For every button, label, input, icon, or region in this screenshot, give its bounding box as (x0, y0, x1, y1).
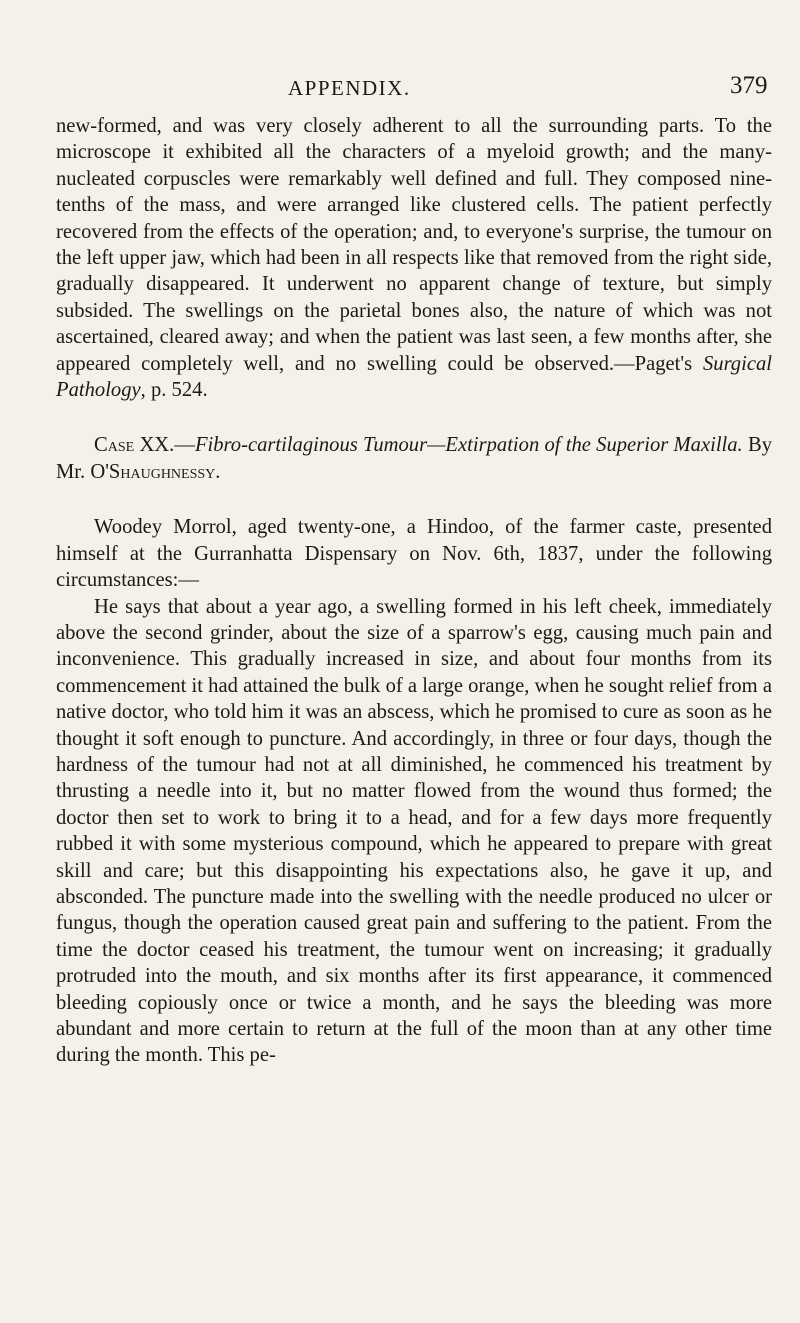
page-header (0, 72, 800, 106)
case-title: Fibro-cartilaginous Tumour—Extirpation of the Superior Maxilla. (194, 434, 743, 457)
case-heading (56, 432, 772, 485)
paragraph-text: Woodey Morrol, aged twenty-one, a Hindoo, of the farmer caste, presented himself at the Gurranhatta Dispensary on Nov. 6th, 1837, under the following circumstances:— (56, 516, 772, 592)
running-head: APPENDIX. (288, 76, 411, 100)
page-number: 379 (730, 72, 768, 99)
paragraph-patient-intro (56, 514, 772, 593)
author-prefix: By Mr. (56, 434, 772, 483)
case-number: XX.— (134, 434, 195, 457)
paragraph-patient-history (56, 594, 772, 1069)
paragraph-text: He says that about a year ago, a swelling formed in his left cheek, immediately above the second grinder, about the size of a sparrow's egg, causing much pain and inconvenience. This gradually increased in size, and about four months from its commencement it had attained the bulk of a large orange, when he sought relief from a native doctor, who told him it was an abscess, which he promised to cure as soon as he thought it soft enough to puncture. And accordingly, in three or four days, though the hardness of the tumour had not at all diminished, he commenced his treatment by thrusting a needle into it, but no matter flowed from the wound thus formed; the doctor then set to work to bring it to a head, and for a few days more frequently rubbed it with some mysterious compound, which he appeared to prepare with great skill and care; but this disappointing his expectations also, he gave it up, and absconded. The puncture made into the swelling with the needle produced no ulcer or fungus, though the operation caused great pain and suffering to the patient. From the time the doctor ceased his treatment, the tumour went on increasing; it gradually protruded into the mouth, and six months after its first appearance, it commenced bleeding copiously once or twice a month, and he says the bleeding was more abundant and more certain to return at the full of the moon than at any other time during the month. This pe- (56, 595, 772, 1067)
case-author: O'Shaughnessy. (90, 460, 221, 483)
case-label: Case (94, 434, 135, 457)
citation-title: Surgical Pathology (56, 352, 772, 402)
citation-tail: , p. 524. (140, 379, 208, 402)
body-text (56, 113, 772, 1069)
paragraph-text: new-formed, and was very closely adherent to all the surrounding parts. To the microscope it exhibited all the characters of a myeloid growth; and the many-nucleated corpuscles were remarkably well defined and full. They composed nine-tenths of the mass, and were arranged like clustered cells. The patient perfectly recovered from the effects of the operation; and, to everyone's surprise, the tumour on the left upper jaw, which had been in all respects like that removed from the right side, gradually disappeared. It underwent no apparent change of texture, but simply subsided. The swellings on the parietal bones also, the nature of which was not ascertained, cleared away; and when the patient was last seen, a few months after, she appeared completely well, and no swelling could be observed.—Paget's (56, 115, 772, 375)
paragraph-continuation (56, 113, 772, 403)
